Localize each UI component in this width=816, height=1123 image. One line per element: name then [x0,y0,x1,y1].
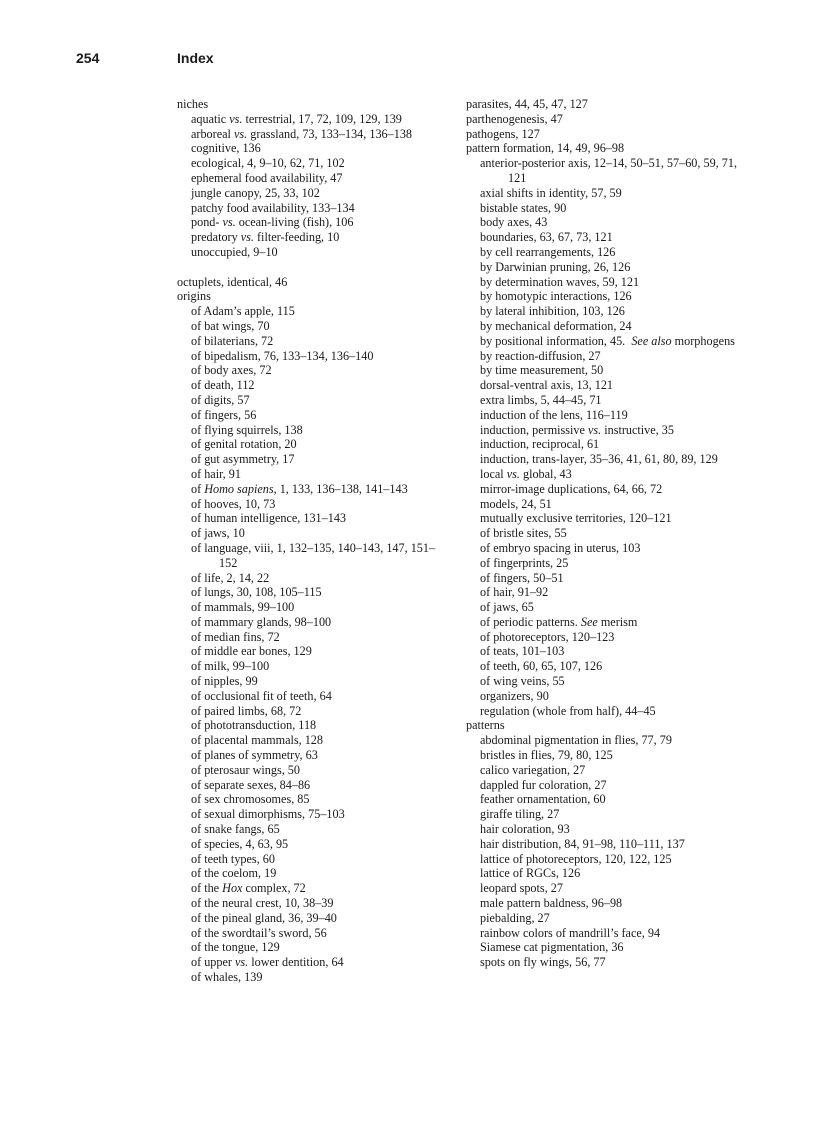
index-subentry: unoccupied, 9–10 [191,244,278,259]
index-heading: origins [177,289,211,304]
index-subentry: of planes of symmetry, 63 [191,748,318,763]
index-subentry: aquatic vs. terrestrial, 17, 72, 109, 129, 139 [191,111,402,126]
index-subentry: of gut asymmetry, 17 [191,452,295,467]
index-column-left [177,97,447,985]
index-subentry: Siamese cat pigmentation, 36 [480,940,624,955]
index-subentry: of bat wings, 70 [191,318,270,333]
index-subentry: of occlusional fit of teeth, 64 [191,688,332,703]
index-subentry: patchy food availability, 133–134 [191,200,355,215]
index-subentry: by determination waves, 59, 121 [480,274,640,289]
index-subentry: mirror-image duplications, 64, 66, 72 [480,481,663,496]
index-subentry: jungle canopy, 25, 33, 102 [191,185,320,200]
index-subentry: ecological, 4, 9–10, 62, 71, 102 [191,156,345,171]
index-subentry: of bipedalism, 76, 133–134, 136–140 [191,348,374,363]
index-subentry: ephemeral food availability, 47 [191,170,343,185]
index-subentry: of fingers, 56 [191,407,257,422]
index-subentry: lattice of photoreceptors, 120, 122, 125 [480,851,672,866]
index-subentry: of hair, 91 [191,466,241,481]
index-subentry: of fingerprints, 25 [480,555,569,570]
index-subentry: of Adam’s apple, 115 [191,304,295,319]
index-subentry: of digits, 57 [191,392,250,407]
index-subentry: of mammals, 99–100 [191,600,295,615]
index-subentry: of embryo spacing in uterus, 103 [480,540,641,555]
index-subentry: of photoreceptors, 120–123 [480,629,615,644]
index-subentry: of language, viii, 1, 132–135, 140–143, 147, 151–152 [191,540,436,570]
index-subentry: hair coloration, 93 [480,822,570,837]
index-subentry: models, 24, 51 [480,496,552,511]
index-subentry: cognitive, 136 [191,141,261,156]
index-subentry: spots on fly wings, 56, 77 [480,955,606,970]
index-heading: octuplets, identical, 46 [177,274,288,289]
index-subentry: of pterosaur wings, 50 [191,762,300,777]
index-subentry: of wing veins, 55 [480,674,565,689]
index-subentry: bistable states, 90 [480,200,567,215]
index-subentry: body axes, 43 [480,215,548,230]
index-subentry: of phototransduction, 118 [191,718,317,733]
index-subentry: by time measurement, 50 [480,363,604,378]
index-subentry: rainbow colors of mandrill’s face, 94 [480,925,661,940]
index-subentry: extra limbs, 5, 44–45, 71 [480,392,602,407]
index-subentry: of hooves, 10, 73 [191,496,276,511]
index-heading: patterns [466,718,505,733]
index-subentry: regulation (whole from half), 44–45 [480,703,656,718]
index-subentry: of middle ear bones, 129 [191,644,312,659]
index-subentry: leopard spots, 27 [480,881,563,896]
index-subentry: induction, permissive vs. instructive, 35 [480,422,674,437]
index-subentry: of upper vs. lower dentition, 64 [191,955,344,970]
index-subentry: of genital rotation, 20 [191,437,297,452]
index-subentry: of placental mammals, 128 [191,733,323,748]
index-subentry: by Darwinian pruning, 26, 126 [480,259,631,274]
index-subentry: dorsal-ventral axis, 13, 121 [480,378,614,393]
index-subentry: of the pineal gland, 36, 39–40 [191,910,337,925]
index-subentry: of jaws, 65 [480,600,534,615]
index-subentry: of teeth, 60, 65, 107, 126 [480,659,603,674]
index-subentry: of the tongue, 129 [191,940,280,955]
index-subentry: of snake fangs, 65 [191,822,280,837]
index-subentry: of the neural crest, 10, 38–39 [191,896,334,911]
index-subentry: bristles in flies, 79, 80, 125 [480,748,613,763]
index-subentry: anterior-posterior axis, 12–14, 50–51, 57–60, 59, 71, 121 [480,156,738,185]
index-subentry: induction, trans-layer, 35–36, 41, 61, 80, 89, 129 [480,452,718,467]
index-subentry: of hair, 91–92 [480,585,549,600]
index-subentry: of separate sexes, 84–86 [191,777,311,792]
index-subentry: of bilaterians, 72 [191,333,274,348]
index-subentry: of human intelligence, 131–143 [191,511,347,526]
index-subentry: lattice of RGCs, 126 [480,866,581,881]
page-number: 254 [76,50,100,66]
index-subentry: of the Hox complex, 72 [191,881,306,896]
index-subentry: of sexual dimorphisms, 75–103 [191,807,345,822]
index-subentry: abdominal pigmentation in flies, 77, 79 [480,733,672,748]
index-heading: parthenogenesis, 47 [466,111,563,126]
index-subentry: of teeth types, 60 [191,851,275,866]
index-column-right [466,97,756,970]
index-subentry: male pattern baldness, 96–98 [480,896,623,911]
index-subentry: induction of the lens, 116–119 [480,407,628,422]
index-subentry: axial shifts in identity, 57, 59 [480,185,622,200]
index-subentry: of death, 112 [191,378,255,393]
index-subentry: of the coelom, 19 [191,866,277,881]
index-subentry: of species, 4, 63, 95 [191,836,289,851]
index-subentry: predatory vs. filter-feeding, 10 [191,230,340,245]
index-subentry: feather ornamentation, 60 [480,792,606,807]
index-subentry: pond- vs. ocean-living (fish), 106 [191,215,354,230]
index-subentry: of flying squirrels, 138 [191,422,303,437]
entry-spacer [177,260,447,275]
index-subentry: piebalding, 27 [480,910,550,925]
index-subentry: by reaction-diffusion, 27 [480,348,601,363]
index-subentry: of median fins, 72 [191,629,280,644]
index-subentry: by lateral inhibition, 103, 126 [480,304,625,319]
index-subentry: of paired limbs, 68, 72 [191,703,302,718]
index-subentry: of teats, 101–103 [480,644,565,659]
index-subentry: of periodic patterns. See merism [480,614,638,629]
index-subentry: by cell rearrangements, 126 [480,244,616,259]
index-subentry: by homotypic interactions, 126 [480,289,632,304]
index-subentry: of mammary glands, 98–100 [191,614,332,629]
index-subentry: of lungs, 30, 108, 105–115 [191,585,322,600]
index-subentry: of milk, 99–100 [191,659,270,674]
running-title: Index [177,50,214,66]
index-heading: niches [177,97,209,111]
index-subentry: of body axes, 72 [191,363,272,378]
index-subentry: of the swordtail’s sword, 56 [191,925,327,940]
index-subentry: hair distribution, 84, 91–98, 110–111, 137 [480,836,685,851]
index-heading: parasites, 44, 45, 47, 127 [466,97,588,111]
index-subentry: of sex chromosomes, 85 [191,792,310,807]
index-subentry: mutually exclusive territories, 120–121 [480,511,672,526]
index-subentry: of jaws, 10 [191,526,245,541]
index-subentry: organizers, 90 [480,688,549,703]
running-header [0,50,816,70]
index-subentry: calico variegation, 27 [480,762,586,777]
index-subentry: induction, reciprocal, 61 [480,437,600,452]
index-subentry: giraffe tiling, 27 [480,807,560,822]
index-subentry: of Homo sapiens, 1, 133, 136–138, 141–143 [191,481,408,496]
index-subentry: arboreal vs. grassland, 73, 133–134, 136–138 [191,126,413,141]
index-subentry: of life, 2, 14, 22 [191,570,270,585]
index-heading: pathogens, 127 [466,126,540,141]
index-subentry: by positional information, 45. See also morphogens [480,333,735,348]
index-subentry: dappled fur coloration, 27 [480,777,607,792]
index-subentry: of bristle sites, 55 [480,526,567,541]
index-subentry: of whales, 139 [191,970,263,985]
index-subentry: of nipples, 99 [191,674,258,689]
index-heading: pattern formation, 14, 49, 96–98 [466,141,625,156]
index-subentry: of fingers, 50–51 [480,570,564,585]
index-subentry: boundaries, 63, 67, 73, 121 [480,230,613,245]
index-subentry: local vs. global, 43 [480,466,572,481]
index-subentry: by mechanical deformation, 24 [480,318,632,333]
